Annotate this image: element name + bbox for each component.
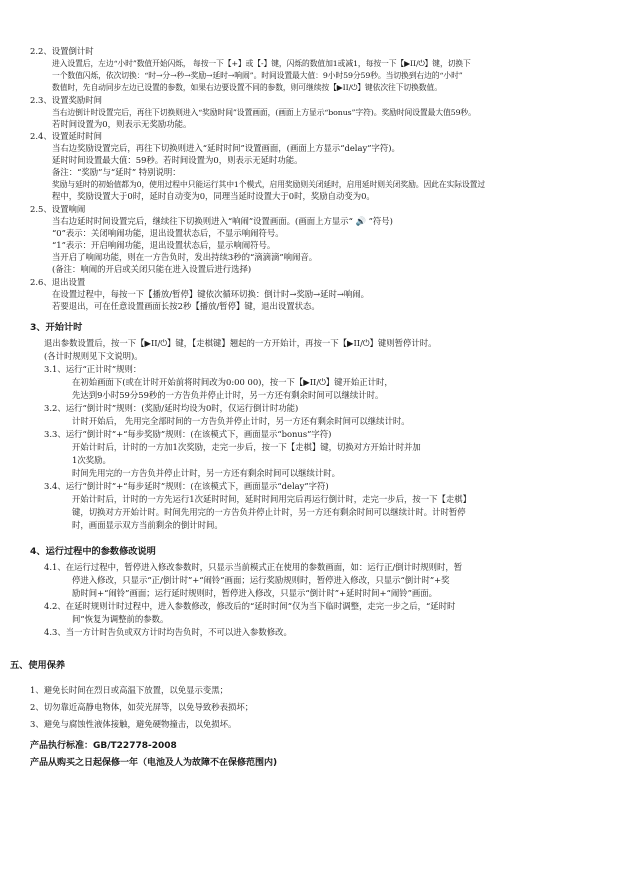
text-line: 备注：“奖励”与“延时” 特别说明： bbox=[52, 167, 181, 177]
text-line: 开始计时后，计时的一方加1次奖励，走完一步后，按一下【走棋】键，切换对方开始计时并加 bbox=[72, 442, 421, 452]
text-line: 4.3、当一方计时告负或双方计时均告负时，不可以进入参数修改。 bbox=[44, 627, 292, 637]
text-line: 1次奖励。 bbox=[72, 455, 111, 465]
text-line: 若时间设置为0，则表示无奖励功能。 bbox=[52, 119, 192, 129]
text-line: 先达到9小时59分59秒的一方告负并停止计时，另一方还有剩余时间可以继续计时。 bbox=[72, 390, 384, 400]
text-line: 键，切换对方开始计时。时间先用完的一方告负并停止计时，另一方还有剩余时间可以继续计时。计时暂停 bbox=[72, 507, 466, 517]
text-line: 若要退出，可在任意设置画面长按2秒【播放/暂停】键，退出设置状态。 bbox=[52, 301, 320, 311]
text-line: 当右边奖励设置完后，再往下切换则进入“延时时间”设置画面，(画面上方显示“delay”字符)。 bbox=[52, 143, 400, 153]
text-line: (备注：响闹的开启或关闭只能在进入设置后进行选择) bbox=[52, 264, 252, 274]
text-line: 一个数值闪烁，依次切换：“时→分→秒→奖励→延时→响闹”。时间设置最大值：9小时59分59秒。当切换到右边的“小时” bbox=[52, 71, 463, 80]
text-line: 延时时间设置最大值：59秒。若时间设置为0，则表示无延时功能。 bbox=[52, 155, 303, 165]
text-line: 产品从购买之日起保修一年（电池及人为故障不在保修范围内) bbox=[30, 758, 278, 768]
text-line: 2.3、设置奖励时间 bbox=[30, 95, 102, 105]
text-line: 时间先用完的一方告负并停止计时，另一方还有剩余时间可以继续计时。 bbox=[72, 468, 340, 478]
text-line: 3.4、运行“倒计时”+“每步延时”规则：(在该模式下，画面显示“delay”字符) bbox=[44, 481, 329, 491]
text-line: 励时间+“闹铃”画面；运行延时规则时，暂停进入修改，只显示“倒计时”+延时时间+“闹铃”画面。 bbox=[72, 588, 437, 598]
text-line: 在初始画面下(或在计时开始前将时间改为0:00 00)，按一下【▶II/⏻】键开始正计时， bbox=[72, 377, 393, 387]
text-line: 停进入修改，只显示“正/倒计时”+“闹铃”画面；运行奖励规则时，暂停进入修改，只显示“倒计时”+奖 bbox=[72, 575, 450, 585]
text-line: 4.1、在运行过程中，暂停进入修改参数时，只显示当前模式正在使用的参数画面，如：运行正/倒计时规则时，暂 bbox=[44, 562, 463, 572]
text-line: 1、避免长时间在烈日或高温下放置，以免显示变黑； bbox=[30, 685, 228, 695]
text-line: 进入设置后，左边“小时”数值开始闪烁， 每按一下【+】或【-】键，闪烁的数值加1或减1，每按一下【▶II/⏻】键，切换下 bbox=[52, 59, 471, 68]
text-line: “1”表示：开启响闹功能，退出设置状态后，显示响闹符号。 bbox=[52, 240, 276, 250]
text-line: “0”表示：关闭响闹功能，退出设置状态后，不显示响闹符号。 bbox=[52, 228, 284, 238]
text-line: 当右边延时时间设置完后，继续往下切换则进入“响闹”设置画面。(画面上方显示“ 🔊 ”符号) bbox=[52, 216, 393, 226]
text-line: 2、切勿靠近高静电物体，如荧光屏等，以免导致秒表损坏； bbox=[30, 702, 254, 712]
text-line: 2.6、退出设置 bbox=[30, 277, 86, 287]
text-line: 2.5、设置响闹 bbox=[30, 204, 86, 214]
text-line: 数值时，先自动同步左边已设置的参数，如果右边要设置不同的参数，则可继续按【▶II/⏻】键依次往下切换数值。 bbox=[52, 83, 442, 92]
text-line: 4、运行过程中的参数修改说明 bbox=[30, 546, 156, 557]
text-line: 3、开始计时 bbox=[30, 322, 83, 333]
text-line: 计时开始后， 先用完全部时间的一方告负并停止计时，另一方还有剩余时间可以继续计时。 bbox=[72, 416, 410, 426]
text-line: 产品执行标准：GB/T22778-2008 bbox=[30, 741, 177, 751]
text-line: 间”恢复为调整前的参数。 bbox=[72, 614, 169, 624]
text-line: 3.3、运行“倒计时”+“每步奖励”规则：(在该模式下，画面显示“bonus”字符) bbox=[44, 429, 332, 439]
text-line: 3、避免与腐蚀性液体接触，避免硬物撞击，以免损坏。 bbox=[30, 719, 237, 729]
text-line: 2.2、设置倒计时 bbox=[30, 46, 94, 56]
text-line: 五、使用保养 bbox=[10, 660, 66, 671]
text-line: 在设置过程中，每按一下【播放/暂停】键依次循环切换：倒计时→奖励→延时→响闹。 bbox=[52, 289, 369, 299]
text-line: 程中，奖励设置大于0时，延时自动变为0，同理当延时设置大于0时，奖励自动变为0。 bbox=[52, 191, 375, 201]
text-line: 当右边倒计时设置完后，再往下切换则进入“奖励时间”设置画面，(画面上方显示“bonus”字符)。奖励时间设置最大值59秒。 bbox=[52, 108, 476, 117]
text-line: 奖励与延时的初始值都为0，使用过程中只能运行其中1个模式，启用奖励则关闭延时，启用延时则关闭奖励。因此在实际设置过 bbox=[52, 180, 486, 189]
text-line: 4.2、在延时规则计时过程中，进入参数修改，修改后的“延时时间”仅为当下临时调整，走完一步之后，“延时时 bbox=[44, 601, 456, 611]
text-line: 当开启了响闹功能，则在一方告负时，发出持续3秒的“滴滴滴”响闹音。 bbox=[52, 252, 318, 262]
text-line: 2.4、设置延时时间 bbox=[30, 131, 102, 141]
text-line: 时，画面显示双方当前剩余的倒计时间。 bbox=[72, 520, 223, 530]
text-line: 开始计时后，计时的一方先运行1次延时时间，延时时间用完后再运行倒计时，走完一步后，按一下【走棋】 bbox=[72, 494, 471, 504]
text-line: 3.2、运行“倒计时”规则：(奖励/延时均设为0时，仅运行倒计时功能) bbox=[44, 403, 299, 413]
text-line: 退出参数设置后，按一下【▶II/⏻】键，【走棋键】翘起的一方开始计，再按一下【▶II/⏻】键则暂停计时。 bbox=[44, 338, 437, 348]
text-line: 3.1、运行“正计时”规则： bbox=[44, 364, 142, 374]
text-line: (各计时规则见下文说明)。 bbox=[44, 351, 143, 361]
